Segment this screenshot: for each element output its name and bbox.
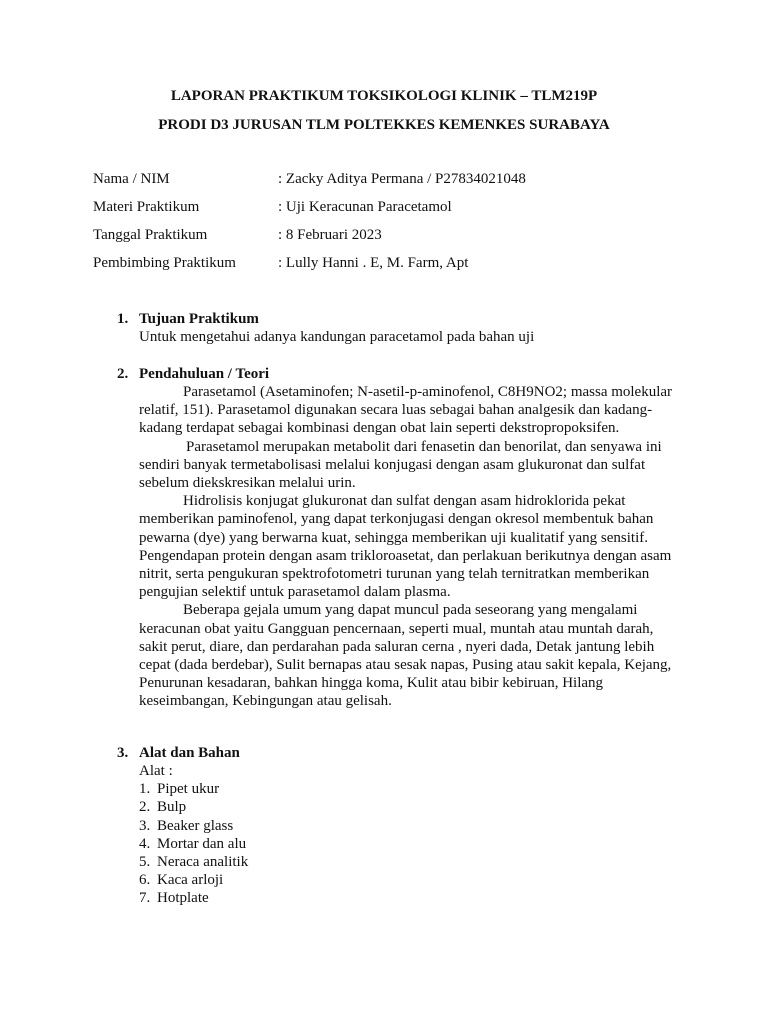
list-text: Mortar dan alu [157,835,247,852]
info-label: Pembimbing Praktikum [93,255,236,271]
list-text: Bulp [157,799,187,816]
list-number: 4. [139,835,151,852]
section-number: 3. [117,745,129,761]
section-heading: Tujuan Praktikum [139,311,259,327]
list-text: Kaca arloji [157,872,224,889]
teori-paragraph: Hidrolisis konjugat glukuronat dan sulfat dengan asam hidroklorida pekat memberikan paminofenol, yang dapat terkonjugasi dengan okresol membentuk bahan pewarna (dye) yang berwarna kuat, sehingga memberikan uji kualitatif yang sensitif. Pengendapan protein dengan asam trikloroasetat, dan perlakuan berikutnya dengan asam nitrit, serta pengukuran spektrofotometri turunan yang telah ternitratkan memberikan pengujian selektif untuk parasetamol dalam plasma. [139,493,672,601]
section-body [139,762,677,908]
report-title: LAPORAN PRAKTIKUM TOKSIKOLOGI KLINIK – TLM219P [170,88,598,104]
info-label: Tanggal Praktikum [93,227,208,243]
list-item [139,871,677,889]
list-item [139,889,677,907]
list-number: 7. [139,890,151,907]
section-number: 1. [117,311,129,327]
list-number: 6. [139,872,151,889]
info-value: : Lully Hanni . E, M. Farm, Apt [278,255,469,271]
list-text: Hotplate [157,890,209,907]
list-number: 1. [139,781,151,798]
section-number: 2. [117,366,129,382]
tujuan-text: Untuk mengetahui adanya kandungan paracetamol pada bahan uji [139,329,535,345]
list-item [139,817,677,835]
list-text: Beaker glass [157,817,234,834]
section-body [139,383,677,711]
info-value: : 8 Februari 2023 [278,227,382,243]
list-item [139,835,677,853]
list-text: Neraca analitik [157,854,249,871]
list-item [139,853,677,871]
report-subtitle: PRODI D3 JURUSAN TLM POLTEKKES KEMENKES SURABAYA [158,117,610,133]
section-heading: Alat dan Bahan [139,745,240,761]
teori-paragraph: Parasetamol (Asetaminofen; N-asetil-p-aminofenol, C8H9NO2; massa molekular relatif, 151). Parasetamol digunakan secara luas sebagai bahan analgesik dan kadang-kadang terdapat sebagai kombinasi dengan obat lain seperti dekstropropoksifen. [139,384,673,437]
teori-paragraph: Beberapa gejala umum yang dapat muncul pada seseorang yang mengalami keracunan obat yaitu Gangguan pencernaan, seperti mual, muntah atau muntah darah, sakit perut, diare, dan perdarahan pada saluran cerna , nyeri dada, Detak jantung lebih cepat (dada berdebar), Sulit bernapas atau sesak napas, Pusing atau sakit kepala, Kejang, Penurunan kesadaran, bahkan hingga koma, Kulit atau bibir kebiruan, Hilang keseimbangan, Kebingungan atau gelisah. [139,602,672,710]
info-label: Materi Praktikum [93,199,200,215]
alat-list [139,780,677,907]
section-body [139,328,677,346]
list-item [139,798,677,816]
info-value: : Uji Keracunan Paracetamol [278,199,452,215]
list-number: 3. [139,817,151,834]
list-text: Pipet ukur [157,781,220,798]
alat-label: Alat : [139,763,173,779]
list-number: 5. [139,854,151,871]
info-value: : Zacky Aditya Permana / P27834021048 [278,171,526,187]
list-number: 2. [139,799,151,816]
list-item [139,780,677,798]
teori-paragraph: Parasetamol merupakan metabolit dari fenasetin dan benorilat, dan senyawa ini sendiri banyak termetabolisasi melalui konjugasi dengan asam glukuronat dan sulfat sebelum diekskresikan melalui urin. [139,438,662,492]
section-heading: Pendahuluan / Teori [139,366,270,382]
info-label: Nama / NIM [93,171,170,187]
